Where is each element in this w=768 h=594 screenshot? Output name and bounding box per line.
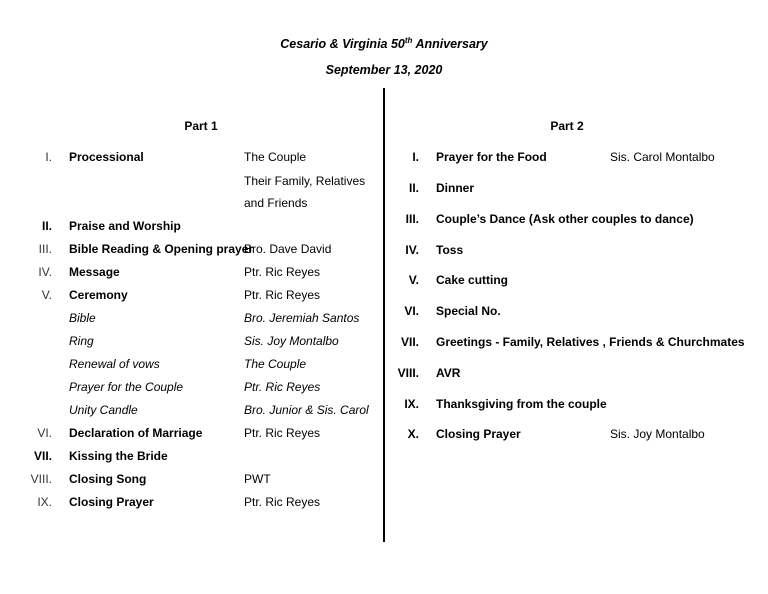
title-text: Cesario & Virginia 50 bbox=[280, 37, 405, 52]
item-label: Message bbox=[69, 265, 120, 279]
item-label: Closing Prayer bbox=[436, 427, 521, 441]
item-person: Bro. Jeremiah Santos bbox=[244, 311, 360, 325]
item-number: V. bbox=[41, 288, 52, 302]
item-label: Bible Reading & Opening prayer bbox=[69, 242, 254, 256]
item-label: Renewal of vows bbox=[69, 357, 160, 371]
item-person: Bro. Junior & Sis. Carol bbox=[244, 403, 369, 417]
item-number: VIII. bbox=[397, 366, 419, 380]
item-number: III. bbox=[405, 212, 419, 226]
item-label: Declaration of Marriage bbox=[69, 426, 203, 440]
item-person: PWT bbox=[244, 472, 271, 486]
item-person: Ptr. Ric Reyes bbox=[244, 380, 321, 394]
item-person: Ptr. Ric Reyes bbox=[244, 265, 321, 279]
item-label: Closing Song bbox=[69, 472, 147, 486]
item-label: Dinner bbox=[436, 181, 475, 195]
item-person: Ptr. Ric Reyes bbox=[244, 288, 321, 302]
item-label: Processional bbox=[69, 150, 144, 164]
item-number: I. bbox=[45, 150, 52, 164]
item-number: I. bbox=[412, 150, 419, 164]
item-person: The Couple bbox=[244, 357, 307, 371]
item-number: IX. bbox=[37, 495, 52, 509]
item-person: Sis. Joy Montalbo bbox=[244, 334, 339, 348]
item-label: Kissing the Bride bbox=[69, 449, 168, 463]
item-number: IX. bbox=[404, 397, 419, 411]
item-person: Bro. Dave David bbox=[244, 242, 332, 256]
item-label: Prayer for the Couple bbox=[69, 380, 184, 394]
item-label: Thanksgiving from the couple bbox=[436, 397, 607, 411]
item-number: VI. bbox=[404, 304, 419, 318]
item-label: Special No. bbox=[436, 304, 501, 318]
item-label: Closing Prayer bbox=[69, 495, 154, 509]
item-label: Couple’s Dance (Ask other couples to dance) bbox=[436, 212, 694, 226]
item-label: Toss bbox=[436, 243, 464, 257]
item-person: Their Family, Relatives bbox=[244, 174, 366, 188]
item-person: Ptr. Ric Reyes bbox=[244, 426, 321, 440]
title-text-suffix: Anniversary bbox=[412, 37, 488, 52]
item-label: Praise and Worship bbox=[69, 219, 181, 233]
item-number: VII. bbox=[400, 335, 419, 349]
part1-heading: Part 1 bbox=[184, 119, 218, 133]
item-label: Ceremony bbox=[69, 288, 128, 302]
item-number: II. bbox=[41, 219, 52, 233]
item-person: The Couple bbox=[244, 150, 307, 164]
item-number: VIII. bbox=[30, 472, 52, 486]
part2-heading: Part 2 bbox=[550, 119, 584, 133]
item-number: VII. bbox=[33, 449, 52, 463]
item-number: X. bbox=[407, 427, 419, 441]
item-number: IV. bbox=[38, 265, 52, 279]
item-label: Cake cutting bbox=[436, 273, 509, 287]
item-person: Sis. Carol Montalbo bbox=[610, 150, 715, 164]
item-person: Ptr. Ric Reyes bbox=[244, 495, 321, 509]
title-superscript: th bbox=[404, 36, 413, 45]
item-label: Bible bbox=[69, 311, 96, 325]
item-number: II. bbox=[408, 181, 419, 195]
document-title bbox=[0, 36, 768, 51]
document-date: September 13, 2020 bbox=[325, 63, 443, 77]
item-label: Ring bbox=[69, 334, 94, 348]
item-number: VI. bbox=[37, 426, 52, 440]
item-number: IV. bbox=[405, 243, 419, 257]
item-label: Greetings - Family, Relatives , Friends & Churchmates bbox=[436, 335, 745, 349]
item-label: Unity Candle bbox=[69, 403, 138, 417]
item-number: V. bbox=[408, 273, 419, 287]
item-number: III. bbox=[38, 242, 52, 256]
item-label: AVR bbox=[436, 366, 461, 380]
item-label: Prayer for the Food bbox=[436, 150, 547, 164]
item-person: and Friends bbox=[244, 196, 308, 210]
item-person: Sis. Joy Montalbo bbox=[610, 427, 705, 441]
